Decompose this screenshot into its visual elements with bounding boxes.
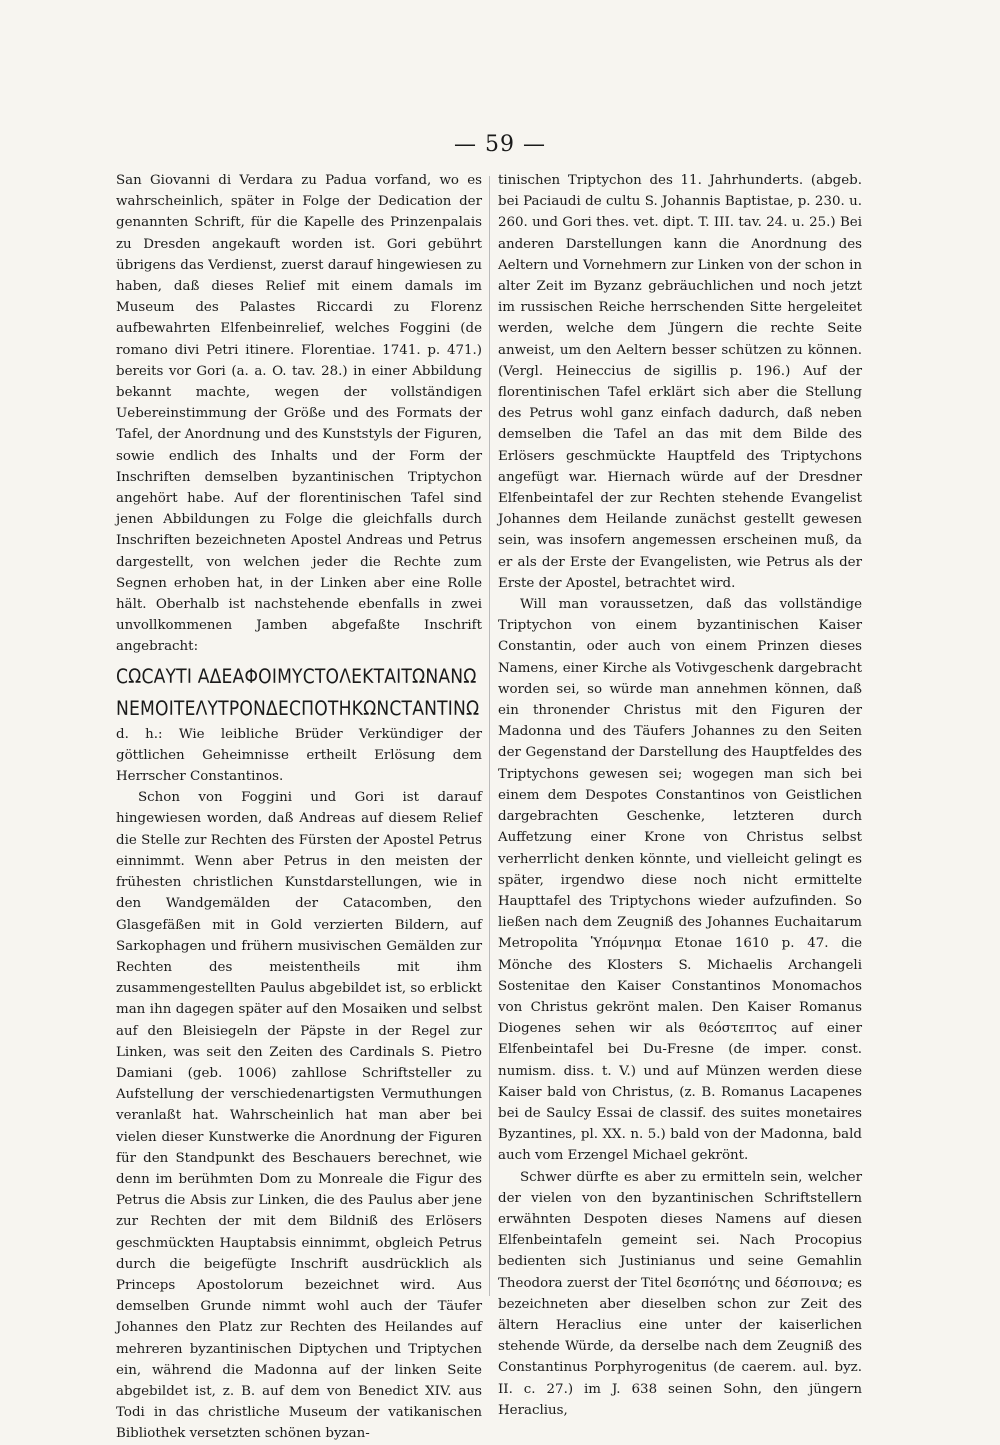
right-column [498, 170, 862, 1421]
paragraph: Schon von Foggini und Gori ist darauf hingewiesen worden, daß Andreas auf diesem Relief die Stelle zur Rechten des Fürsten der Apostel Petrus einnimmt. Wenn aber Petrus in den meisten der frühesten christlichen Kunstdarstellungen, wie in den Wandgemälden der Catacomben, den Glasgefäßen mit in Gold verzierten Bildern, auf Sarkophagen und frühern musivischen Gemälden zur Rechten des meistentheils mit ihm zusammengestellten Paulus abgebildet ist, so erblickt man ihn dagegen später auf den Mosaiken und selbst auf den Bleisiegeln der Päpste in der Regel zur Linken, was seit den Zeiten des Cardinals S. Pietro Damiani (geb. 1006) zahllose Schriftsteller zu Aufstellung der verschiedenartigsten Vermuthungen veranlaßt hat. Wahrscheinlich hat man aber bei vielen dieser Kunstwerke die Anordnung der Figuren für den Standpunkt des Beschauers berechnet, wie denn im berühmten Dom zu Monreale die Figur des Petrus die Absis zur Linken, die des Paulus aber jene zur Rechten der mit dem Bildniß des Erlösers geschmückten Hauptabsis einnimmt, obgleich Petrus durch die beigefügte Inschrift ausdrücklich als Princeps Apostolorum bezeichnet wird. Aus demselben Grunde nimmt wohl auch der Täufer Johannes den Platz zur Rechten des Heilandes auf mehreren byzantinischen Diptychen und Triptychen ein, während die Madonna auf der linken Seite abgebildet ist, z. B. auf dem von Benedict XIV. aus Todi in das christliche Museum der vatikanischen Bibliothek versetzten schönen byzan- [116, 790, 482, 1442]
greek-inscription-line-2: ΝΕΜΟΙΤΕΛΥΤΡΟΝΔΕϹΠΟΤΗΚΩΝϹΤΑΝΤΙΝΩ [116, 696, 480, 720]
column-divider [489, 176, 490, 1296]
paragraph: Will man voraussetzen, daß das vollständige Triptychon von einem byzantinischen Kaiser Constantin, oder auch von einem Prinzen dieses Namens, einer Kirche als Votivgeschenk dargebracht worden sei, so würde man annehmen können, daß ein thronender Christus mit den Figuren der Madonna und des Täufers Johannes zu den Seiten der Gegenstand der Darstellung des Hauptfeldes des Triptychons gewesen sei; wogegen man sich bei einem dem Despotes Constantinos von Geistlichen dargebrachten Geschenke, letzteren durch Auffetzung einer Krone von Christus selbst verherrlicht denken könnte, und vielleicht gelingt es später, irgendwo diese noch nicht ermittelte Haupttafel des Triptychons wieder aufzufinden. So ließen nach dem Zeugniß des Johannes Euchaitarum Metropolita Ὑπόμνημα Etonae 1610 p. 47. die Mönche des Klosters S. Michaelis Archangeli Sostenitae den Kaiser Constantinos Monomachos von Christus gekrönt malen. Den Kaiser Romanus Diogenes sehen wir als θεόστεπτος auf einer Elfenbeintafel bei Du-Fresne (de imper. const. numism. diss. t. V.) und auf Münzen werden diese Kaiser bald von Christus, (z. B. Romanus Lacapenes bei de Saulcy Essai de classif. des suites monetaires Byzantines, pl. XX. n. 5.) bald von der Madonna, bald auch vom Erzengel Michael gekrönt. [498, 597, 862, 1164]
paragraph: tinischen Triptychon des 11. Jahrhunderts. (abgeb. bei Paciaudi de cultu S. Johannis Baptistae, p. 230. u. 260. und Gori thes. vet. dipt. T. III. tav. 24. u. 25.) Bei anderen Darstellungen kann die Anordnung des Aeltern und Vornehmern zur Linken von der schon in alter Zeit im Byzanz gebräuchlichen und noch jetzt im russischen Reiche herrschenden Sitte hergeleitet werden, welche dem Jüngern die rechte Seite anweist, um den Aeltern besser schützen zu können. (Vergl. Heineccius de sigillis p. 196.) Auf der florentinischen Tafel erklärt sich aber die Stellung des Petrus wohl ganz einfach dadurch, daß neben demselben die Tafel an das mit dem Bilde des Erlösers geschmückte Hauptfeld des Triptychons angefügt war. Hiernach würde auf der Dresdner Elfenbeintafel der zur Rechten stehende Evangelist Johannes dem Heilande zunächst gestellt gewesen sein, was insofern angemessen erscheinen muß, da er als der Erste der Evangelisten, wie Petrus als der Erste der Apostel, betrachtet wird. [498, 173, 862, 591]
greek-inscription-line-1: ϹΩϹΑΥΤΙ ΑΔΕΑΦΟΙΜΥϹΤΟΛΕΚΤΑΙΤΩΝΑΝΩ [116, 664, 477, 688]
paragraph: San Giovanni di Verdara zu Padua vorfand, wo es wahrscheinlich, später in Folge der Dedication der genannten Schrift, für die Kapelle des Prinzenpalais zu Dresden angekauft worden ist. Gori gebührt übrigens das Verdienst, zuerst darauf hingewiesen zu haben, daß dieses Relief mit einem damals im Museum des Palastes Riccardi zu Florenz aufbewahrten Elfenbeinrelief, welches Foggini (de romano divi Petri itinere. Florentiae. 1741. p. 471.) bereits vor Gori (a. a. O. tav. 28.) in einer Abbildung bekannt machte, wegen der vollständigen Uebereinstimmung der Größe und des Formats der Tafel, der Anordnung und des Kunststyls der Figuren, sowie endlich des Inhalts und der Form der Inschriften demselben byzantinischen Triptychon angehört habe. Auf der florentinischen Tafel sind jenen Abbildungen zu Folge die gleichfalls durch Inschriften bezeichneten Apostel Andreas und Petrus dargestellt, von welchen jeder die Rechte zum Segnen erhoben hat, in der Linken aber eine Rolle hält. Oberhalb ist nachstehende ebenfalls in zwei unvollkommenen Jamben abgefaßte Inschrift angebracht: [116, 173, 483, 655]
paragraph: d. h.: Wie leibliche Brüder Verkündiger der göttlichen Geheimnisse ertheilt Erlösung dem Herrscher Constantinos. [116, 726, 482, 785]
paragraph: Schwer dürfte es aber zu ermitteln sein, welcher der vielen von den byzantinischen Schriftstellern erwähnten Despoten dieses Namens auf diesen Elfenbeintafeln gemeint sei. Nach Procopius bedienten sich Justinianus und seine Gemahlin Theodora zuerst der Titel δεσπότης und δέσποινα; es bezeichneten aber dieselben schon zur Zeit des ältern Heraclius eine unter der kaiserlichen stehende Würde, da derselbe nach dem Zeugniß des Constantinus Porphyrogenitus (de caerem. aul. byz. II. c. 27.) im J. 638 seinen Sohn, den jüngern Heraclius, [498, 1169, 862, 1418]
page-number: — 59 — [454, 132, 546, 157]
left-column [116, 170, 482, 1445]
